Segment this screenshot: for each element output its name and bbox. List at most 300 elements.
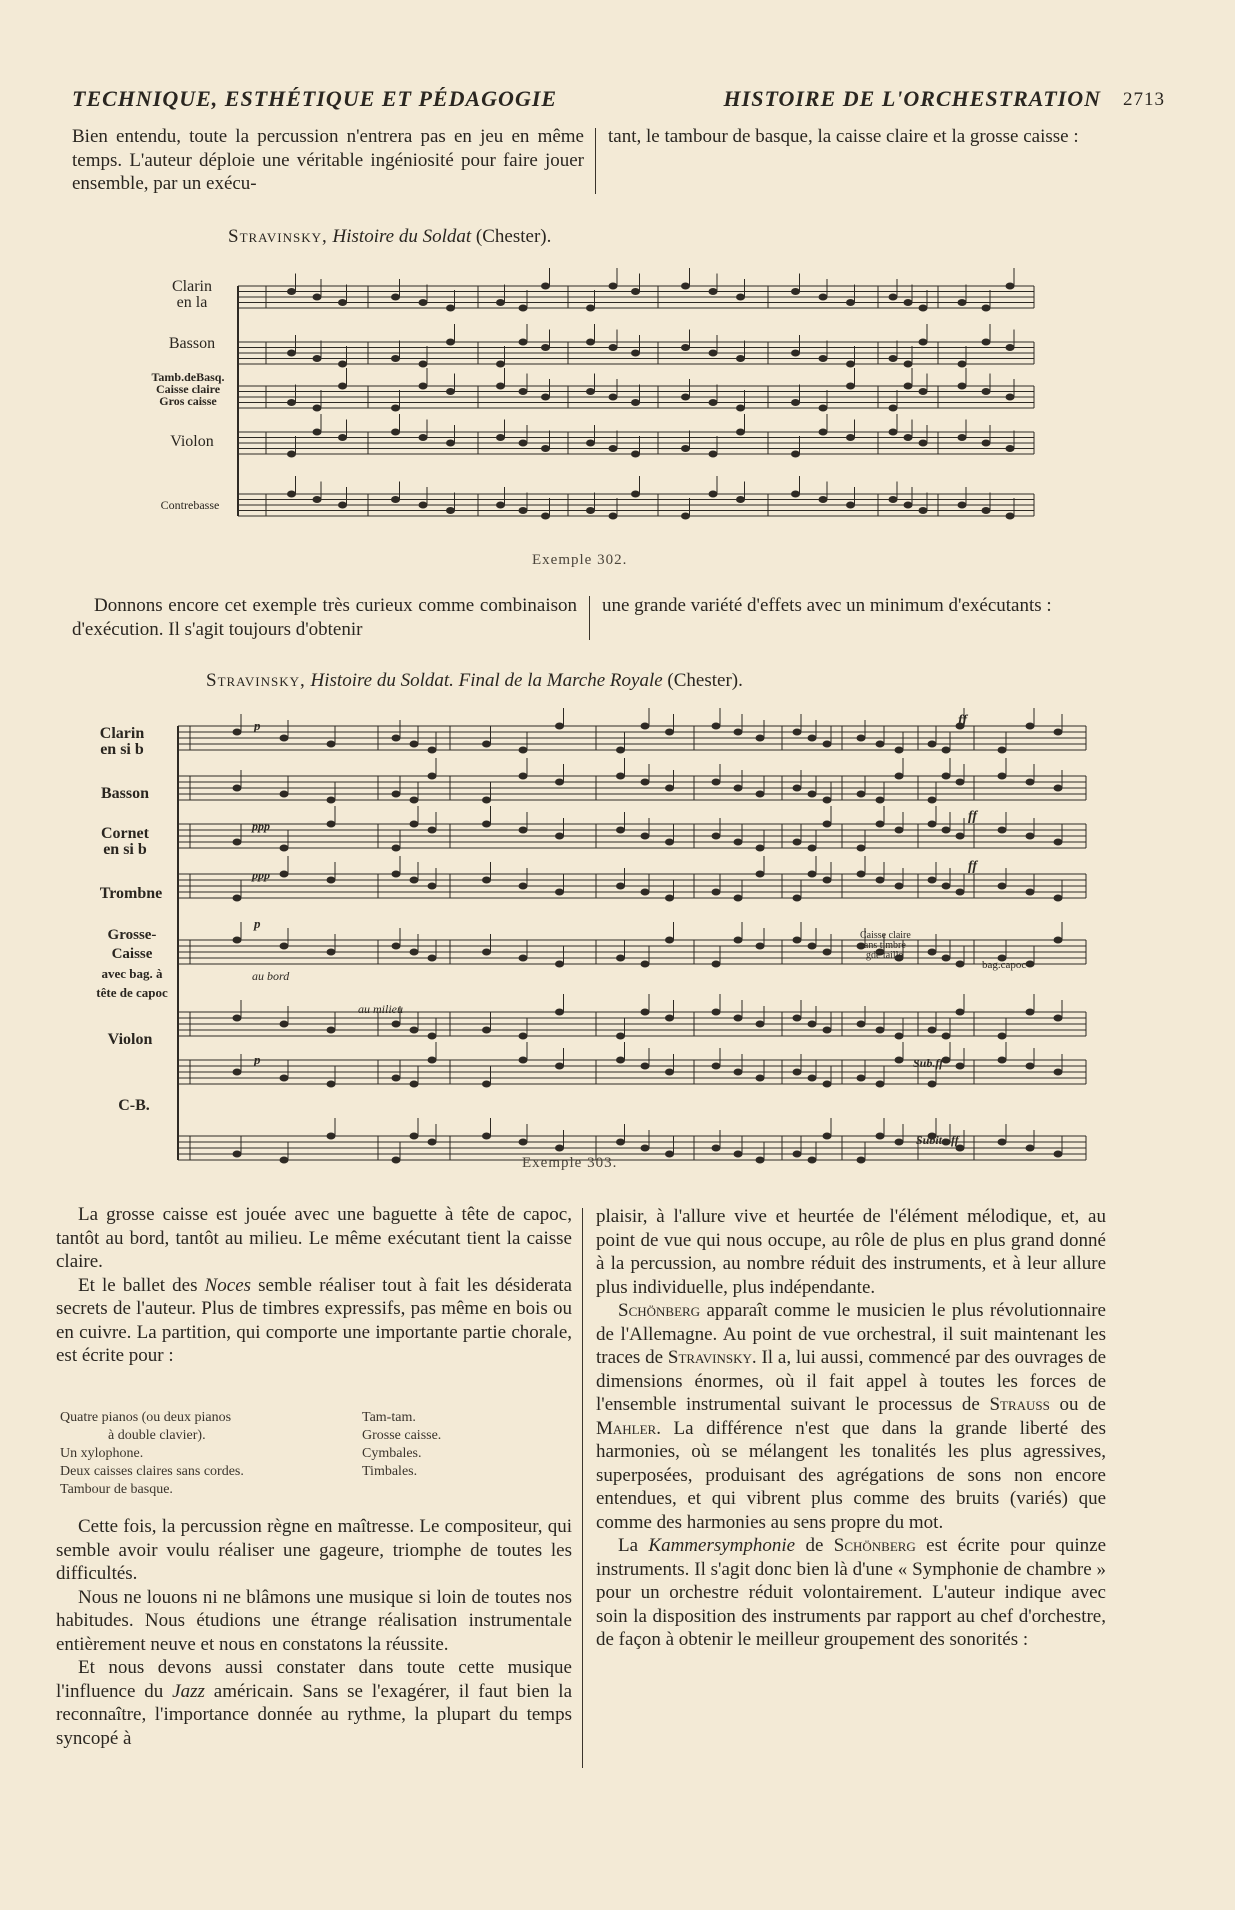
note [895, 773, 903, 779]
note [998, 747, 1006, 753]
note [857, 1157, 865, 1163]
note [942, 883, 950, 889]
note [632, 400, 640, 406]
note [587, 440, 595, 446]
note [666, 895, 674, 901]
note [734, 1015, 742, 1021]
note [889, 405, 897, 411]
note [982, 508, 990, 514]
instrument-item: Cymbales. [362, 1446, 422, 1461]
body-right-p2-strauss: Strauss [989, 1394, 1050, 1415]
note [956, 961, 964, 967]
note [519, 305, 527, 311]
note [410, 1133, 418, 1139]
note [1054, 937, 1062, 943]
ex302-label-violon: Violon [170, 433, 214, 450]
body-right-p2 [596, 1299, 1106, 1534]
note [857, 871, 865, 877]
header-left-title: TECHNIQUE, ESTHÉTIQUE ET PÉDAGOGIE [72, 86, 558, 111]
note [666, 839, 674, 845]
note [233, 1069, 241, 1075]
note [641, 1145, 649, 1151]
note [982, 339, 990, 345]
body-right-p2-schonberg: Schönberg [618, 1300, 701, 1321]
note [313, 497, 321, 503]
example-302-publisher: (Chester). [475, 226, 552, 247]
body-left-p5-jazz: Jazz [172, 1680, 205, 1702]
note [288, 289, 296, 295]
note [447, 339, 455, 345]
note [419, 502, 427, 508]
instrument-item: Tam-tam. [362, 1410, 416, 1425]
note [737, 356, 745, 362]
note [280, 791, 288, 797]
note [958, 435, 966, 441]
note [556, 833, 564, 839]
body-right-p3-c: est écrite pour quinze instruments. Il s'agit donc bien là d'une « Symphonie de chambre » pour un orchestre réduit volontairement. L'auteur indique avec soin la disposition des instruments par rapport au chef d'orchestre, de façon à obtenir le meilleur groupement des sonorités : [596, 1535, 1107, 1650]
note [792, 400, 800, 406]
note [233, 895, 241, 901]
note [641, 1063, 649, 1069]
body-right-p3-kammer: Kammersymphonie [648, 1535, 796, 1556]
ex303-annotation-bag-capoc: bag.capoc [982, 959, 1027, 971]
example-302-title [228, 226, 551, 248]
note [734, 937, 742, 943]
note [792, 289, 800, 295]
note [682, 394, 690, 400]
note [1026, 1063, 1034, 1069]
ex303-dynamic-ppp-trombone: ppp [252, 868, 270, 882]
ex303-label-cb: C-B. [118, 1097, 150, 1114]
ex302-label-perc-line1: Tamb.deBasq. [151, 370, 225, 384]
note [641, 779, 649, 785]
example-303-score [178, 713, 1090, 1147]
note [419, 435, 427, 441]
note [712, 1009, 720, 1015]
note [793, 937, 801, 943]
note [919, 508, 927, 514]
note [1006, 446, 1014, 452]
note [428, 883, 436, 889]
note [609, 394, 617, 400]
note [280, 845, 288, 851]
note [497, 502, 505, 508]
note [339, 435, 347, 441]
body-left-column [56, 1203, 572, 1368]
body-right-p3 [596, 1534, 1106, 1652]
example-303-work: Histoire du Soldat. Final de la Marche Royale [310, 670, 663, 691]
note [942, 827, 950, 833]
note [392, 356, 400, 362]
note [641, 961, 649, 967]
note [666, 1151, 674, 1157]
note [587, 339, 595, 345]
note [1026, 833, 1034, 839]
note [519, 1139, 527, 1145]
note [942, 1057, 950, 1063]
note [428, 773, 436, 779]
note [666, 785, 674, 791]
note [233, 937, 241, 943]
note [410, 821, 418, 827]
note [1026, 1145, 1034, 1151]
note [556, 779, 564, 785]
note [483, 1081, 491, 1087]
body-right-p2-mahler: Mahler [596, 1417, 657, 1439]
note [1006, 394, 1014, 400]
middle-right-text: une grande variété d'effets avec un minimum d'exécutants : [602, 595, 1052, 616]
ex302-label-percussion [138, 371, 238, 407]
note [609, 446, 617, 452]
note [793, 895, 801, 901]
intro-left-column [72, 125, 584, 196]
note [519, 883, 527, 889]
note [889, 356, 897, 362]
note [519, 339, 527, 345]
body-right-p1: plaisir, à l'allure vive et heurtée de l'élément mélodique, et, au point de vue qui nous occupe, au rôle de plus en plus grand donné à la percussion, au nombre réduit des instruments, et à leur allure plus individuelle, plus indépendante. [596, 1206, 1106, 1298]
note [428, 1057, 436, 1063]
note [428, 1033, 436, 1039]
note [327, 797, 335, 803]
note [497, 361, 505, 367]
note [419, 361, 427, 367]
note [876, 797, 884, 803]
note [483, 821, 491, 827]
ex303-annotation-au-bord: au bord [252, 969, 290, 983]
note [998, 773, 1006, 779]
note [958, 361, 966, 367]
note [792, 350, 800, 356]
note [1006, 513, 1014, 519]
note [756, 871, 764, 877]
note [1026, 779, 1034, 785]
note [709, 289, 717, 295]
note [709, 350, 717, 356]
note [895, 883, 903, 889]
ex302-label-perc-line3: Gros caisse [159, 394, 217, 408]
note [793, 1069, 801, 1075]
note [339, 361, 347, 367]
note [392, 1075, 400, 1081]
note [447, 389, 455, 395]
note [1054, 1015, 1062, 1021]
note [327, 1081, 335, 1087]
note [928, 741, 936, 747]
note [847, 361, 855, 367]
note [876, 821, 884, 827]
note [737, 294, 745, 300]
ex303-dynamic-p-clarin: p [254, 718, 261, 733]
note [392, 405, 400, 411]
example-303-title [206, 670, 743, 692]
ex303-label-gc-line2: Caisse [111, 946, 153, 962]
note [617, 1139, 625, 1145]
note [737, 429, 745, 435]
note [313, 429, 321, 435]
note [998, 1057, 1006, 1063]
body-left-p2-a: Et le ballet des [78, 1274, 205, 1296]
note [958, 383, 966, 389]
note [519, 1033, 527, 1039]
note [519, 389, 527, 395]
note [419, 383, 427, 389]
note [519, 773, 527, 779]
note [792, 491, 800, 497]
note [410, 949, 418, 955]
note [895, 1033, 903, 1039]
note [904, 435, 912, 441]
body-right-p2-b: . Il a, lui aussi, commencé par des ouvrages de dimensions énormes, où il fait appel à toutes les forces de l'ensemble instrumental suivant le processus de [596, 1347, 1106, 1415]
note [756, 1021, 764, 1027]
instrument-item: Un xylophone. [60, 1446, 144, 1461]
body-left-p5-a: Et nous devons aussi constater dans toute cette musique l'influence du [56, 1657, 572, 1702]
note [876, 741, 884, 747]
note [556, 723, 564, 729]
note [734, 729, 742, 735]
note [1054, 839, 1062, 845]
note [1054, 1151, 1062, 1157]
note [617, 827, 625, 833]
note [793, 1151, 801, 1157]
note [1026, 961, 1034, 967]
body-left-p2 [56, 1274, 572, 1368]
note [823, 877, 831, 883]
note [288, 491, 296, 497]
body-left-p2-noces: Noces [204, 1274, 252, 1296]
note [280, 1157, 288, 1163]
example-302-score [238, 270, 1038, 540]
intro-left-text: Bien entendu, toute la percussion n'entrera pas en jeu en même temps. L'auteur déploie une véritable ingéniosité pour faire jouer ensemble, par un exécu- [72, 126, 584, 194]
note [889, 497, 897, 503]
note [942, 747, 950, 753]
note [808, 1075, 816, 1081]
ex303-label-cornet-line1: Cornet [101, 825, 149, 842]
note [1054, 729, 1062, 735]
note [847, 300, 855, 306]
note [808, 845, 816, 851]
note [928, 1027, 936, 1033]
note [313, 405, 321, 411]
note [617, 747, 625, 753]
note [447, 508, 455, 514]
note [327, 949, 335, 955]
ex303-dynamic-p-violon: p [254, 1052, 261, 1067]
note [734, 785, 742, 791]
note [233, 839, 241, 845]
ex303-label-clarin-line2: en si b [100, 741, 144, 758]
note [447, 305, 455, 311]
note [928, 877, 936, 883]
example-302-composer: Stravinsky, [228, 226, 328, 247]
note [392, 429, 400, 435]
instrument-item: Deux caisses claires sans cordes. [60, 1464, 244, 1479]
note [428, 747, 436, 753]
note [447, 440, 455, 446]
note [428, 1139, 436, 1145]
note [857, 1075, 865, 1081]
note [895, 827, 903, 833]
note [682, 345, 690, 351]
note [756, 845, 764, 851]
note [958, 300, 966, 306]
note [410, 1081, 418, 1087]
note [483, 1027, 491, 1033]
ex303-dynamic-ppp-cornet: ppp [252, 819, 270, 833]
note [587, 389, 595, 395]
example-303-caption: Exemple 303. [522, 1155, 618, 1171]
note [737, 497, 745, 503]
note [280, 1075, 288, 1081]
body-left-p5 [56, 1656, 572, 1750]
note [392, 845, 400, 851]
note [876, 1027, 884, 1033]
note [327, 1027, 335, 1033]
note [823, 949, 831, 955]
body-left-p2-b: semble réaliser tout à fait les désiderata secrets de l'auteur. Plus de timbres expressifs, pas même en bois ou en cuivre. La partition, qui comporte une importante partie chorale, est écrite pour : [56, 1274, 572, 1366]
header-right-title: HISTOIRE DE L'ORCHESTRATION [723, 86, 1101, 111]
ex302-label-basson: Basson [168, 335, 216, 352]
note [982, 440, 990, 446]
note [617, 773, 625, 779]
note [280, 871, 288, 877]
note [497, 300, 505, 306]
note [734, 839, 742, 845]
note [712, 779, 720, 785]
note [587, 305, 595, 311]
note [919, 339, 927, 345]
note [808, 943, 816, 949]
note [233, 729, 241, 735]
note [876, 1133, 884, 1139]
note [542, 513, 550, 519]
note [876, 1081, 884, 1087]
note [982, 389, 990, 395]
note [519, 440, 527, 446]
intro-right-column [608, 125, 1113, 149]
note [998, 883, 1006, 889]
body-right-p2-d: . La différence n'est que dans la grande liberté des harmonies, où se mélangent les tonalités les plus agressives, superposées, produisant des agrégations de sons non encore entendues, et qui vibrent plus comme des bruits (variés) que comme des harmonies au sens propre du mot. [596, 1417, 1106, 1533]
note [919, 440, 927, 446]
note [542, 345, 550, 351]
note [823, 797, 831, 803]
note [392, 735, 400, 741]
note [288, 350, 296, 356]
note [889, 294, 897, 300]
note [847, 435, 855, 441]
note [556, 1009, 564, 1015]
note [233, 1015, 241, 1021]
note [556, 961, 564, 967]
ex303-label-basson: Basson [100, 785, 150, 802]
note [958, 502, 966, 508]
instrument-list-right [362, 1409, 562, 1481]
instrument-item: Quatre pianos (ou deux pianos [60, 1410, 232, 1425]
note [808, 871, 816, 877]
body-right-p3-a: La [618, 1535, 649, 1556]
note [895, 1139, 903, 1145]
note [808, 1021, 816, 1027]
ex303-label-gc-line3: avec bag. à [101, 966, 163, 981]
note [410, 797, 418, 803]
note [556, 889, 564, 895]
ex303-label-cornet [88, 826, 162, 858]
note [483, 949, 491, 955]
note [542, 446, 550, 452]
note [483, 877, 491, 883]
note [339, 383, 347, 389]
note [895, 747, 903, 753]
note [942, 1033, 950, 1039]
note [756, 1157, 764, 1163]
note [641, 889, 649, 895]
note [392, 294, 400, 300]
note [956, 833, 964, 839]
note [519, 955, 527, 961]
example-302-work: Histoire du Soldat [332, 226, 472, 247]
note [419, 300, 427, 306]
note [1006, 345, 1014, 351]
note [280, 735, 288, 741]
note [641, 1009, 649, 1015]
note [876, 877, 884, 883]
note [1054, 785, 1062, 791]
note [823, 741, 831, 747]
note [641, 833, 649, 839]
note [808, 735, 816, 741]
note [998, 827, 1006, 833]
note [756, 1075, 764, 1081]
note [313, 294, 321, 300]
note [392, 943, 400, 949]
ex303-dynamic-p-gc: p [254, 916, 261, 931]
note [847, 502, 855, 508]
note [483, 741, 491, 747]
note [889, 429, 897, 435]
note [632, 350, 640, 356]
note [928, 949, 936, 955]
instrument-list-left [60, 1409, 340, 1499]
example-303-composer: Stravinsky, [206, 670, 306, 691]
note [609, 513, 617, 519]
note [428, 827, 436, 833]
note [808, 1157, 816, 1163]
note [410, 1027, 418, 1033]
note [1026, 1009, 1034, 1015]
note [280, 1021, 288, 1027]
note [712, 723, 720, 729]
page-number: 2713 [1123, 89, 1165, 110]
ex303-annotation-caisse-claire: Caisse claire [860, 930, 911, 941]
note [617, 1057, 625, 1063]
note [847, 383, 855, 389]
note [519, 1057, 527, 1063]
ex303-label-gc-line4: tête de capoc [96, 985, 168, 1000]
note [666, 937, 674, 943]
note [556, 1145, 564, 1151]
note [542, 394, 550, 400]
column-divider [595, 128, 596, 194]
instrument-item: Timbales. [362, 1464, 418, 1479]
note [632, 451, 640, 457]
note [712, 889, 720, 895]
note [919, 389, 927, 395]
note [734, 1151, 742, 1157]
note [942, 773, 950, 779]
ex303-annotation-gde-taille: gde taille [866, 950, 903, 961]
note [792, 451, 800, 457]
note [1026, 889, 1034, 895]
note [756, 735, 764, 741]
